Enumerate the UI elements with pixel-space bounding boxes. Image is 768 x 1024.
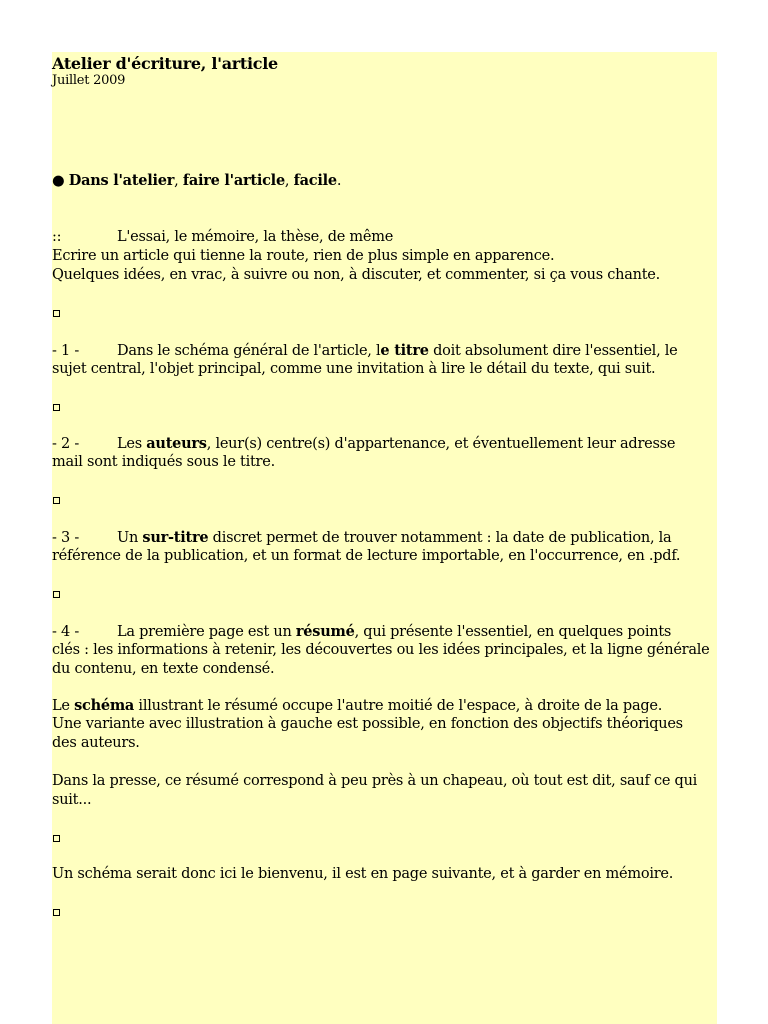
square-bullet-icon [53,591,60,598]
item-4-pre: La première page est un [117,624,296,640]
square-bullet-icon [53,909,60,916]
item-1-post: doit absolument dire l'essentiel, le [428,343,678,359]
item-1-keyword: e titre [380,342,429,359]
heading-sep-2: , [284,173,294,189]
document-title: Atelier d'écriture, l'article [52,54,278,73]
item-2-post: , leur(s) centre(s) d'appartenance, et éventuellement leur adresse [206,436,676,452]
document-date: Juillet 2009 [52,73,126,88]
item-4-number: - 4 - [52,624,79,640]
schema-next-line: Un schéma serait donc ici le bienvenu, il est en page suivante, et à garder en mémoire. [52,866,674,882]
schema-para-post: illustrant le résumé occupe l'autre moitié de l'espace, à droite de la page. [134,698,663,714]
item-1-pre: Dans le schéma général de l'article, l [117,343,381,359]
item-2-keyword: auteurs [146,435,207,452]
presse-para-line-2: suit... [52,792,92,808]
heading-sep-1: , [174,173,183,189]
schema-para-line-3: des auteurs. [52,735,140,751]
item-3-keyword: sur-titre [142,529,209,546]
intro-marker: :: [52,229,62,245]
item-3-post: discret permet de trouver notamment : la date de publication, la [208,530,672,546]
item-4-keyword: résumé [295,623,355,640]
item-2-line-2: mail sont indiqués sous le titre. [52,454,275,470]
schema-para-pre: Le [52,698,75,714]
item-2-number: - 2 - [52,436,79,452]
square-bullet-icon [53,404,60,411]
intro-line-3: Quelques idées, en vrac, à suivre ou non, à discuter, et commenter, si ça vous chante. [52,267,660,283]
item-3-line-2: référence de la publication, et un format de lecture importable, en l'occurrence, en .pdf. [52,548,681,564]
item-3-line-1 [52,528,671,548]
intro-line-1 [52,228,393,247]
item-3-pre: Un [117,530,143,546]
intro-line-2: Ecrire un article qui tienne la route, rien de plus simple en apparence. [52,248,555,264]
item-1-number: - 1 - [52,343,79,359]
square-bullet-icon [53,497,60,504]
heading-part-1: Dans l'atelier [68,172,175,189]
presse-para-line-1: Dans la presse, ce résumé correspond à peu près à un chapeau, où tout est dit, sauf ce qui [52,773,698,789]
item-4-line-1 [52,622,671,642]
schema-para-line-2: Une variante avec illustration à gauche est possible, en fonction des objectifs théoriques [52,716,683,732]
item-4-post: , qui présente l'essentiel, en quelques points [354,624,672,640]
bullet-glyph: ● [52,173,65,189]
item-2-pre: Les [117,436,147,452]
square-bullet-icon [53,310,60,317]
item-4-line-2: clés : les informations à retenir, les découvertes ou les idées principales, et la ligne générale [52,642,710,658]
schema-para-line-1 [52,696,662,716]
item-1-line-2: sujet central, l'objet principal, comme une invitation à lire le détail du texte, qui suit. [52,361,656,377]
item-1-line-1 [52,341,678,361]
heading-end: . [336,173,342,189]
section-heading [52,171,341,191]
document-page [52,52,717,1024]
schema-para-keyword: schéma [74,697,135,714]
item-2-line-1 [52,434,675,454]
item-4-line-3: du contenu, en texte condensé. [52,661,275,677]
heading-part-3: facile [293,172,337,189]
item-3-number: - 3 - [52,530,79,546]
intro-text-1: L'essai, le mémoire, la thèse, de même [117,229,394,245]
square-bullet-icon [53,835,60,842]
heading-part-2: faire l'article [182,172,285,189]
